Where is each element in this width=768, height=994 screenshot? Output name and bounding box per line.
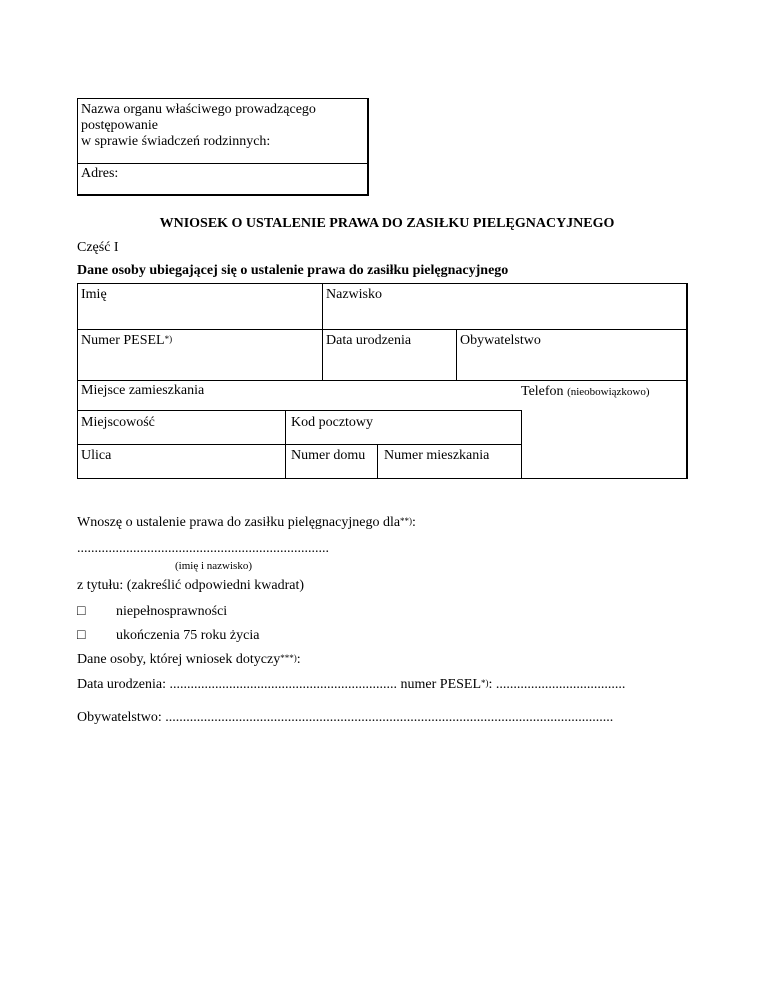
birth-date-label: Data urodzenia: <box>77 677 167 692</box>
table-row-divider-1 <box>78 329 686 330</box>
table-right-border <box>686 283 688 479</box>
phone-label: Telefon <box>521 384 564 399</box>
checkbox-age-75[interactable]: □ <box>77 628 86 643</box>
street-field[interactable]: Ulica <box>81 448 112 463</box>
postal-code-field[interactable]: Kod pocztowy <box>291 415 374 430</box>
phone-cell-left-border <box>521 410 522 479</box>
authority-box-divider <box>77 163 368 164</box>
apartment-number-field[interactable]: Numer mieszkania <box>384 448 490 463</box>
house-number-field[interactable]: Numer domu <box>291 448 366 463</box>
option-disability-label: niepełnosprawności <box>116 604 228 619</box>
concerned-details-line <box>77 677 625 693</box>
concerned-person-heading <box>77 652 301 668</box>
citizenship-field[interactable]: Obywatelstwo <box>460 333 541 348</box>
authority-address-label[interactable]: Adres: <box>81 166 119 181</box>
concerned-citizenship-dots-field[interactable]: ................................................................................................................................ <box>165 710 614 725</box>
table-col-divider-2 <box>456 329 457 381</box>
pesel-label: Numer PESEL <box>81 333 165 348</box>
address-row-divider-2 <box>78 444 521 445</box>
concerned-pesel-mark: *) <box>481 678 489 688</box>
request-text: Wnoszę o ustalenie prawa do zasiłku pielęgnacyjnego dla <box>77 515 401 530</box>
last-name-field[interactable]: Nazwisko <box>326 287 382 302</box>
concerned-citizenship-label: Obywatelstwo: <box>77 710 162 725</box>
checkbox-disability[interactable]: □ <box>77 604 86 619</box>
birth-date-field[interactable]: Data urodzenia <box>326 333 412 348</box>
pesel-field[interactable] <box>81 333 172 349</box>
concerned-pesel-dots-field[interactable]: : ..................................... <box>488 677 626 692</box>
authority-name-line-1: Nazwa organu właściwego prowadzącego <box>81 102 316 117</box>
authority-box-left-border <box>77 98 78 195</box>
form-title: WNIOSEK O USTALENIE PRAWA DO ZASIŁKU PIELĘGNACYJNEGO <box>159 216 615 231</box>
residence-label: Miejsce zamieszkania <box>81 383 205 398</box>
request-colon: : <box>412 515 416 530</box>
concerned-citizenship-line <box>77 710 613 726</box>
phone-field[interactable] <box>521 384 650 400</box>
authority-box-top-border <box>77 98 368 99</box>
beneficiary-name-field[interactable]: ........................................................................ <box>77 541 329 556</box>
authority-name-line-2: postępowanie <box>81 118 158 133</box>
option-age-75-label: ukończenia 75 roku życia <box>116 628 260 643</box>
table-col-divider-1 <box>322 283 323 381</box>
request-footnote-mark: **) <box>400 516 413 526</box>
first-name-field[interactable]: Imię <box>81 287 107 302</box>
address-row-divider-1 <box>78 410 521 411</box>
table-left-border <box>77 283 78 479</box>
section-heading: Dane osoby ubiegającej się o ustalenie prawa do zasiłku pielęgnacyjnego <box>77 263 509 278</box>
basis-label: z tytułu: (zakreślić odpowiedni kwadrat) <box>77 578 305 593</box>
city-field[interactable]: Miejscowość <box>81 415 155 430</box>
table-bottom-border <box>78 478 688 479</box>
part-label: Część I <box>77 240 119 255</box>
concerned-pesel-label: numer PESEL <box>400 677 482 692</box>
concerned-footnote-mark: ***) <box>280 653 297 663</box>
table-top-border <box>77 283 687 284</box>
request-sentence <box>77 515 416 531</box>
authority-box-right-border <box>367 98 369 195</box>
authority-box-bottom-border <box>77 194 369 196</box>
phone-optional-note: (nieobowiązkowo) <box>567 386 650 398</box>
authority-name-line-3: w sprawie świadczeń rodzinnych: <box>81 134 271 149</box>
concerned-heading-text: Dane osoby, której wniosek dotyczy <box>77 652 281 667</box>
concerned-heading-colon: : <box>296 652 301 667</box>
pesel-footnote-mark: *) <box>164 334 173 344</box>
table-row-divider-2 <box>78 380 686 381</box>
address-col-divider-2 <box>377 444 378 478</box>
birth-date-dots-field[interactable]: ................................................................. <box>169 677 398 692</box>
beneficiary-name-hint: (imię i nazwisko) <box>175 560 252 572</box>
